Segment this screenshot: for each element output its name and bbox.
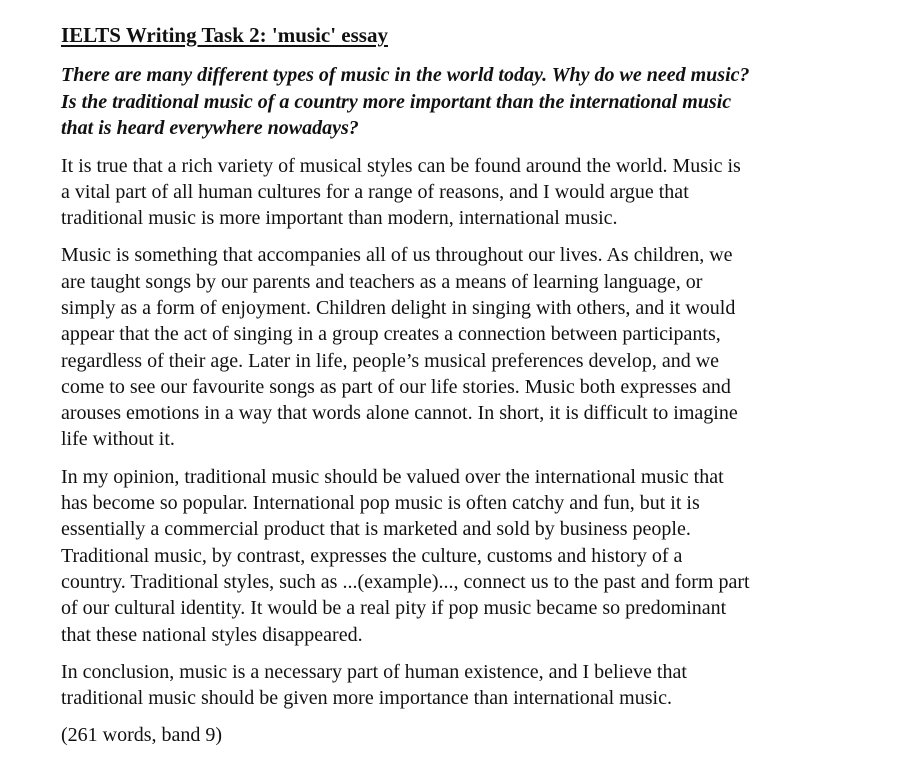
essay-title: IELTS Writing Task 2: 'music' essay	[61, 23, 388, 47]
essay-question: There are many different types of music in the world today. Why do we need music? Is the traditional music of a country more important than the international music that is heard everywhere nowadays?	[61, 64, 750, 139]
word-count-note: (261 words, band 9)	[61, 724, 223, 747]
essay-paragraph-conclusion: In conclusion, music is a necessary part of human existence, and I believe that traditional music should be given more importance than international music.	[61, 660, 687, 710]
essay-paragraph-body-2: In my opinion, traditional music should be valued over the international music that has become so popular. International pop music is often catchy and fun, but it is essentially a commercial product that is marketed and sold by business people. Traditional music, by contrast, expresses the culture, customs and history of a country. Traditional styles, such as ...(example)..., connect us to the past and form part of our cultural identity. It would be a real pity if pop music became so predominant that these national styles disappeared.	[61, 465, 750, 646]
essay-paragraph-introduction: It is true that a rich variety of musical styles can be found around the world. Music is a vital part of all human cultures for a range of reasons, and I would argue that traditional music is more important than modern, international music.	[61, 154, 741, 230]
essay-paragraph-body-1: Music is something that accompanies all of us throughout our lives. As children, we are taught songs by our parents and teachers as a means of learning language, or simply as a form of enjoyment. Children delight in singing with others, and it would appear that the act of singing in a group creates a connection between participants, regardless of their age. Later in life, people’s musical preferences develop, and we come to see our favourite songs as part of our life stories. Music both expresses and arouses emotions in a way that words alone cannot. In short, it is difficult to imagine life without it.	[61, 244, 738, 451]
